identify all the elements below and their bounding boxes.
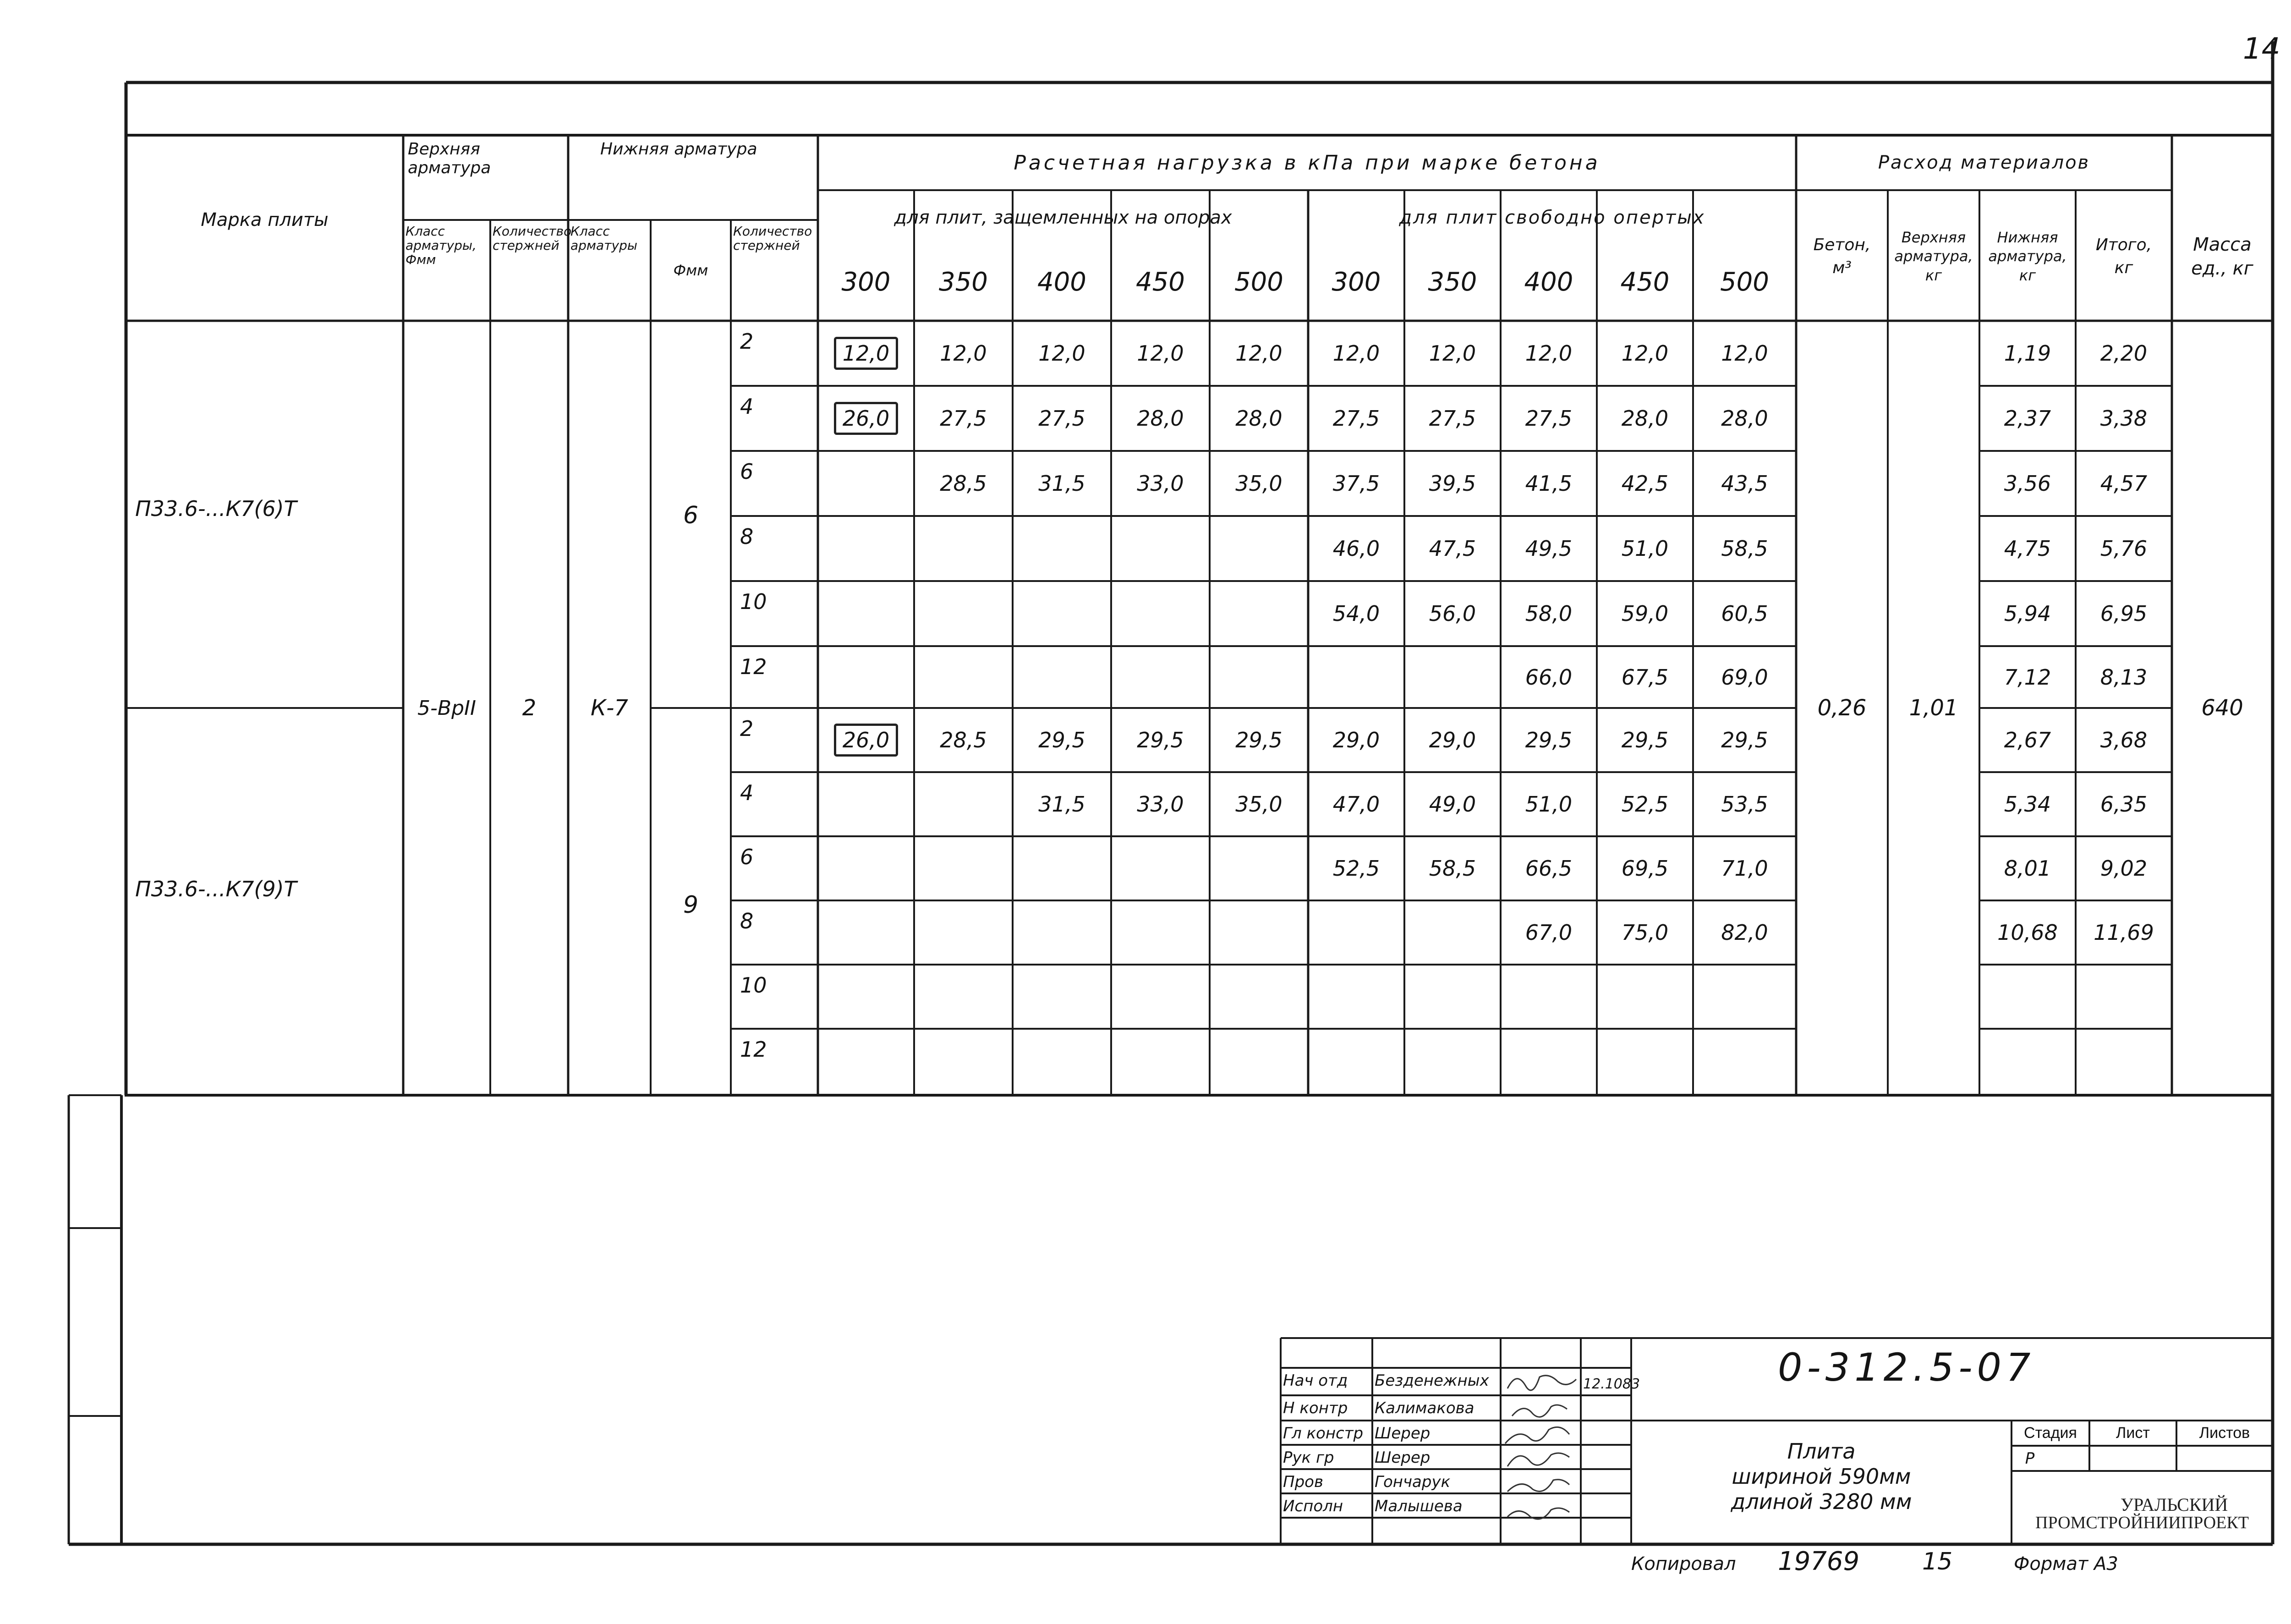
load-free-cell	[1501, 965, 1597, 1029]
load-clamped-cell	[818, 581, 914, 646]
load-clamped-cell	[1210, 1029, 1308, 1095]
load-free-cell: 52,5	[1621, 792, 1669, 817]
header-bottom-count: Количество стержней	[733, 224, 812, 253]
load-free-cell: 12,0	[1332, 341, 1380, 366]
load-free-cell: 66,5	[1525, 856, 1573, 881]
load-free-cell	[1308, 1029, 1404, 1095]
name-3: Шерер	[1375, 1448, 1431, 1467]
org-line-2: ПРОМСТРОЙНИИПРОЕКТ	[2035, 1513, 2249, 1532]
load-free-cell: 46,0	[1332, 536, 1380, 561]
load-clamped-cell	[1111, 900, 1210, 965]
rebar-count-cell: 2	[740, 329, 754, 354]
header-mark: Марка плиты	[201, 209, 329, 230]
role-0: Нач отд	[1283, 1372, 1348, 1390]
grade-400-free: 400	[1524, 267, 1573, 297]
load-clamped-cell	[1111, 965, 1210, 1029]
load-free-cell: 60,5	[1721, 601, 1768, 626]
total-steel-cell	[2076, 965, 2172, 1029]
load-clamped-cell: 12,0	[1137, 341, 1184, 366]
rebar-count-cell: 8	[740, 524, 754, 549]
slab-mark-group-1: П33.6-...К7(6)Т	[135, 496, 297, 521]
header-total: Итого, кг	[2095, 235, 2152, 277]
load-clamped-cell	[1210, 900, 1308, 965]
drawing-title	[1633, 1439, 2009, 1515]
date: 12.1083	[1583, 1376, 1640, 1392]
bottom-steel-cell: 3,56	[2004, 471, 2051, 496]
load-free-cell: 37,5	[1332, 471, 1380, 496]
load-free-cell: 29,0	[1332, 728, 1380, 752]
load-clamped-cell	[1013, 581, 1111, 646]
top-rebar-count: 2	[522, 695, 537, 721]
total-steel-cell: 3,68	[2100, 728, 2148, 752]
load-clamped-cell	[1013, 900, 1111, 965]
bottom-steel-cell: 7,12	[2004, 664, 2051, 690]
load-clamped-cell: 28,5	[940, 728, 987, 752]
total-steel-cell: 3,38	[2100, 406, 2148, 431]
rebar-count-cell: 6	[740, 845, 754, 869]
title-line-1: Плита	[1787, 1439, 1856, 1464]
title-line-3: длиной 3280 мм	[1731, 1489, 1912, 1514]
grade-350-free: 350	[1428, 267, 1477, 297]
top-steel-mass: 1,01	[1909, 695, 1958, 721]
total-steel-cell: 8,13	[2100, 664, 2148, 690]
load-free-cell: 27,5	[1525, 406, 1573, 431]
bottom-steel-cell: 4,75	[2004, 536, 2051, 561]
role-2: Гл констр	[1283, 1424, 1364, 1443]
load-free-cell	[1404, 965, 1501, 1029]
format-label: Формат А3	[2014, 1553, 2118, 1575]
load-clamped-cell: 35,0	[1235, 471, 1283, 496]
bottom-steel-cell: 10,68	[1997, 920, 2058, 945]
boxed-value: 12,0	[834, 337, 898, 370]
grade-500-clamped: 500	[1234, 267, 1283, 297]
load-clamped-cell: 27,5	[940, 406, 987, 431]
rebar-count-cell: 4	[740, 780, 754, 805]
load-clamped-cell: 29,5	[1235, 728, 1283, 752]
load-clamped-cell	[818, 386, 914, 451]
load-free-cell	[1693, 1029, 1796, 1095]
rebar-count-cell: 4	[740, 394, 754, 419]
load-clamped-cell	[914, 516, 1013, 581]
load-clamped-cell	[914, 836, 1013, 900]
diam-group-2: 9	[683, 891, 699, 919]
load-clamped-cell: 28,0	[1137, 406, 1184, 431]
load-free-cell	[1404, 1029, 1501, 1095]
rebar-count-cell: 6	[740, 459, 754, 484]
grade-400-clamped: 400	[1037, 267, 1086, 297]
sheet-label: Лист	[2116, 1424, 2150, 1442]
load-clamped-cell: 35,0	[1235, 792, 1283, 817]
load-free-cell: 51,0	[1525, 792, 1573, 817]
load-clamped-cell	[1111, 516, 1210, 581]
grade-350-clamped: 350	[939, 267, 988, 297]
boxed-value: 26,0	[834, 724, 898, 757]
load-free-cell: 29,5	[1621, 728, 1669, 752]
header-clamped: для плит, защемленных на опорах	[894, 207, 1232, 228]
name-2: Шерер	[1375, 1424, 1431, 1443]
org-line-1: УРАЛЬСКИЙ	[2120, 1494, 2228, 1515]
rebar-count-cell: 8	[740, 909, 754, 933]
load-clamped-cell	[1210, 581, 1308, 646]
rebar-count-cell: 2	[740, 716, 754, 741]
sheet-number: 14	[2243, 32, 2280, 66]
load-clamped-cell	[914, 1029, 1013, 1095]
header-concrete: Бетон, м³	[1813, 235, 1871, 277]
bottom-steel-cell: 1,19	[2004, 341, 2051, 366]
load-free-cell: 59,0	[1621, 601, 1669, 626]
load-free-cell: 69,5	[1621, 856, 1669, 881]
load-free-cell: 29,5	[1525, 728, 1573, 752]
load-free-cell: 47,0	[1332, 792, 1380, 817]
copied-label: Копировал	[1631, 1553, 1736, 1575]
concrete-volume: 0,26	[1817, 695, 1867, 721]
grade-450-free: 450	[1620, 267, 1670, 297]
load-free-cell: 53,5	[1721, 792, 1768, 817]
load-free-cell: 28,0	[1721, 406, 1768, 431]
grade-500-free: 500	[1720, 267, 1769, 297]
rebar-count-cell: 12	[740, 654, 767, 679]
name-5: Малышева	[1375, 1497, 1463, 1515]
load-clamped-cell	[818, 708, 914, 772]
title-line-2: шириной 590мм	[1732, 1464, 1911, 1489]
total-steel-cell: 5,76	[2100, 536, 2148, 561]
load-free-cell: 58,5	[1429, 856, 1476, 881]
load-clamped-cell: 28,5	[940, 471, 987, 496]
load-free-cell: 58,0	[1525, 601, 1573, 626]
load-free-cell: 58,5	[1721, 536, 1768, 561]
top-rebar-class: 5-ВрII	[417, 696, 476, 720]
load-free-cell: 12,0	[1721, 341, 1768, 366]
load-clamped-cell	[818, 1029, 914, 1095]
load-clamped-cell	[1210, 965, 1308, 1029]
load-free-cell: 29,0	[1429, 728, 1476, 752]
role-5: Исполн	[1283, 1497, 1343, 1515]
role-4: Пров	[1283, 1473, 1323, 1491]
load-free-cell: 56,0	[1429, 601, 1476, 626]
header-mass: Масса ед., кг	[2191, 234, 2253, 279]
load-clamped-cell	[1210, 516, 1308, 581]
load-free-cell: 12,0	[1621, 341, 1669, 366]
load-clamped-cell	[818, 772, 914, 836]
load-clamped-cell	[914, 900, 1013, 965]
load-free-cell: 67,5	[1621, 664, 1669, 690]
load-free-cell: 47,5	[1429, 536, 1476, 561]
role-1: Н контр	[1283, 1399, 1348, 1417]
load-free-cell: 43,5	[1721, 471, 1768, 496]
total-steel-cell: 6,95	[2100, 601, 2148, 626]
load-free-cell: 49,5	[1525, 536, 1573, 561]
sheets-label: Листов	[2199, 1424, 2250, 1442]
header-free: для плит свободно опертых	[1399, 207, 1705, 228]
load-clamped-cell: 31,5	[1038, 792, 1085, 817]
header-diam: Фмм	[673, 262, 708, 279]
load-free-cell	[1404, 900, 1501, 965]
grade-300-clamped: 300	[841, 267, 891, 297]
header-bottom-steel: Нижняя арматура, кг	[1988, 228, 2067, 284]
name-0: Безденежных	[1375, 1372, 1489, 1390]
load-free-cell	[1308, 900, 1404, 965]
load-clamped-cell	[1111, 581, 1210, 646]
load-free-cell: 49,0	[1429, 792, 1476, 817]
load-clamped-cell	[914, 965, 1013, 1029]
rebar-count-cell: 12	[740, 1037, 767, 1062]
bottom-steel-cell: 5,94	[2004, 601, 2051, 626]
load-clamped-cell	[1013, 516, 1111, 581]
load-clamped-cell	[818, 965, 914, 1029]
diam-group-1: 6	[683, 502, 699, 529]
load-free-cell: 27,5	[1332, 406, 1380, 431]
load-clamped-cell	[1111, 1029, 1210, 1095]
load-free-cell: 69,0	[1721, 664, 1768, 690]
load-clamped-cell	[818, 451, 914, 516]
load-free-cell	[1597, 1029, 1693, 1095]
name-1: Калимакова	[1375, 1399, 1474, 1417]
total-steel-cell: 9,02	[2100, 856, 2148, 881]
load-clamped-cell	[1111, 836, 1210, 900]
load-clamped-cell: 28,0	[1235, 406, 1283, 431]
copied-number: 19769	[1778, 1547, 1860, 1576]
bottom-steel-cell: 2,67	[2004, 728, 2051, 752]
load-clamped-cell	[1111, 646, 1210, 708]
header-load: Расчетная нагрузка в кПа при марке бетона	[1014, 151, 1600, 175]
name-4: Гончарук	[1375, 1473, 1451, 1491]
bottom-steel-cell	[1979, 965, 2076, 1029]
load-free-cell: 54,0	[1332, 601, 1380, 626]
document-code: 0-312.5-07	[1778, 1345, 2035, 1390]
total-steel-cell	[2076, 1029, 2172, 1095]
total-steel-cell: 4,57	[2100, 471, 2148, 496]
load-clamped-cell: 12,0	[940, 341, 987, 366]
boxed-value: 26,0	[834, 402, 898, 435]
load-free-cell: 75,0	[1621, 920, 1669, 945]
load-clamped-cell	[818, 646, 914, 708]
load-free-cell	[1693, 965, 1796, 1029]
bottom-steel-cell	[1979, 1029, 2076, 1095]
load-clamped-cell	[1013, 836, 1111, 900]
role-3: Рук гр	[1283, 1448, 1334, 1467]
total-steel-cell: 6,35	[2100, 792, 2148, 817]
load-clamped-cell	[818, 836, 914, 900]
load-clamped-cell	[1210, 646, 1308, 708]
load-clamped-cell	[818, 321, 914, 386]
load-clamped-cell: 29,5	[1038, 728, 1085, 752]
load-free-cell: 27,5	[1429, 406, 1476, 431]
load-free-cell: 52,5	[1332, 856, 1380, 881]
load-free-cell: 66,0	[1525, 664, 1573, 690]
load-free-cell: 41,5	[1525, 471, 1573, 496]
load-free-cell	[1501, 1029, 1597, 1095]
header-materials: Расход материалов	[1878, 152, 2090, 173]
header-bottom-class: Класс арматуры	[570, 224, 637, 253]
organization	[2011, 1485, 2273, 1542]
load-clamped-cell	[914, 646, 1013, 708]
header-bottom-rebar: Нижняя арматура	[600, 140, 757, 159]
load-clamped-cell	[1013, 1029, 1111, 1095]
load-clamped-cell: 33,0	[1137, 471, 1184, 496]
bottom-steel-cell: 5,34	[2004, 792, 2051, 817]
grade-300-free: 300	[1332, 267, 1381, 297]
load-free-cell	[1597, 965, 1693, 1029]
load-free-cell	[1308, 965, 1404, 1029]
unit-mass: 640	[2201, 695, 2243, 721]
slab-mark-group-2: П33.6-...К7(9)Т	[135, 877, 297, 901]
load-clamped-cell	[1013, 646, 1111, 708]
load-free-cell: 42,5	[1621, 471, 1669, 496]
total-steel-cell: 2,20	[2100, 341, 2148, 366]
load-free-cell: 82,0	[1721, 920, 1768, 945]
load-clamped-cell: 27,5	[1038, 406, 1085, 431]
load-free-cell: 29,5	[1721, 728, 1768, 752]
total-steel-cell: 11,69	[2094, 920, 2154, 945]
load-clamped-cell	[818, 516, 914, 581]
load-free-cell	[1404, 646, 1501, 708]
load-clamped-cell	[914, 772, 1013, 836]
load-clamped-cell: 33,0	[1137, 792, 1184, 817]
header-top-steel: Верхняя арматура, кг	[1894, 228, 1973, 284]
rebar-count-cell: 10	[740, 589, 767, 614]
load-clamped-cell	[1013, 965, 1111, 1029]
grade-450-clamped: 450	[1136, 267, 1185, 297]
load-free-cell: 71,0	[1721, 856, 1768, 881]
page-number: 15	[1922, 1548, 1953, 1575]
header-top-class: Класс арматуры, Фмм	[406, 224, 477, 267]
header-top-count: Количество стержней	[493, 224, 572, 253]
load-clamped-cell: 12,0	[1235, 341, 1283, 366]
load-clamped-cell: 29,5	[1137, 728, 1184, 752]
load-free-cell: 67,0	[1525, 920, 1573, 945]
load-free-cell: 12,0	[1525, 341, 1573, 366]
load-free-cell: 39,5	[1429, 471, 1476, 496]
header-top-rebar: Верхняя арматура	[408, 140, 491, 178]
load-clamped-cell	[818, 900, 914, 965]
load-free-cell: 12,0	[1429, 341, 1476, 366]
bottom-steel-cell: 8,01	[2004, 856, 2051, 881]
rebar-count-cell: 10	[740, 973, 767, 998]
load-clamped-cell	[914, 581, 1013, 646]
bottom-rebar-class: К-7	[591, 695, 628, 721]
stage-value: Р	[2025, 1449, 2035, 1468]
load-free-cell: 51,0	[1621, 536, 1669, 561]
load-clamped-cell: 12,0	[1038, 341, 1085, 366]
bottom-steel-cell: 2,37	[2004, 406, 2051, 431]
load-clamped-cell	[1210, 836, 1308, 900]
load-free-cell	[1308, 646, 1404, 708]
load-free-cell: 28,0	[1621, 406, 1669, 431]
load-clamped-cell: 31,5	[1038, 471, 1085, 496]
stage-label: Стадия	[2024, 1424, 2077, 1442]
